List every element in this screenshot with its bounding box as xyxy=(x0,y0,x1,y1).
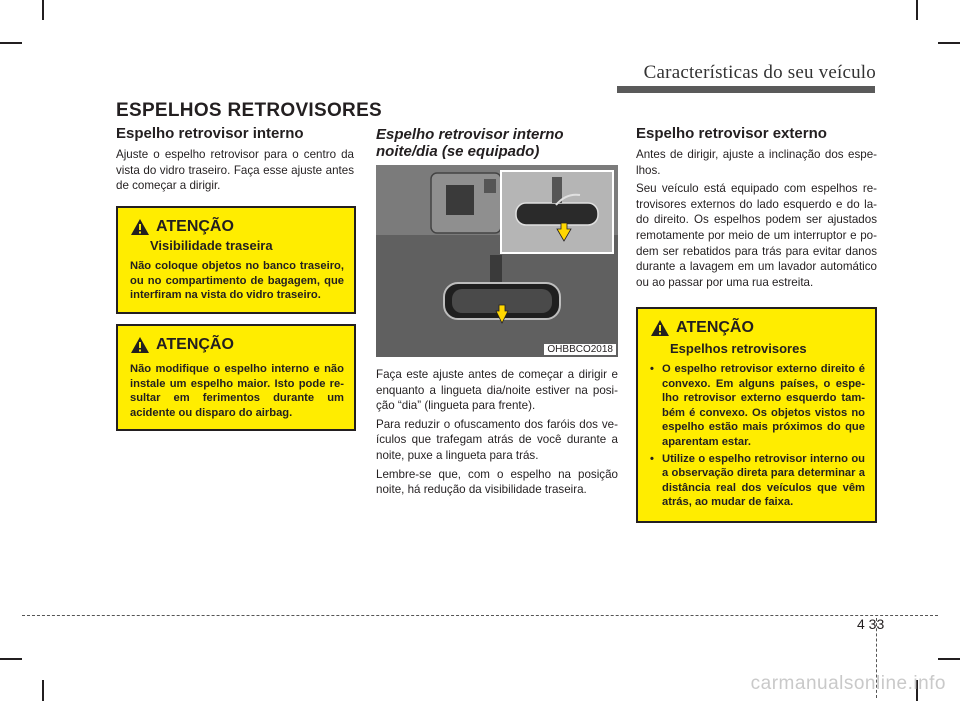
warning-box-mirror-modification xyxy=(116,324,356,431)
warning-header xyxy=(650,319,865,337)
warning-header xyxy=(130,218,344,236)
warning-list-item: • O espelho retrovisor externo direito é convexo. Em alguns países, o espe-lho retrovisor externo esquerdo tam-bém é convexo. Os objetos vistos no espelho estão mais próximos do que aparentam estar. xyxy=(650,362,865,450)
header-bar xyxy=(617,86,875,93)
col3-heading: Espelho retrovisor externo xyxy=(636,125,827,142)
image-code: OHBBCO2018 xyxy=(544,344,616,355)
paragraph: Antes de dirigir, ajuste a inclinação dos espe-lhos. xyxy=(636,148,877,177)
crop-mark xyxy=(42,680,44,701)
paragraph: Ajuste o espelho retrovisor para o centro da vista do vidro traseiro. Faça esse ajuste antes de começar a dirigir. xyxy=(116,148,354,193)
warning-label: ATENÇÃO xyxy=(156,218,234,235)
col2-heading-line1: Espelho retrovisor interno xyxy=(376,126,564,143)
warning-triangle-icon xyxy=(650,319,670,337)
mirror-photo xyxy=(376,165,618,357)
crop-mark xyxy=(938,658,960,660)
warning-header xyxy=(130,336,344,354)
warning-text: Não coloque objetos no banco traseiro, ou no compartimento de bagagem, que interfiram na vista do vidro traseiro. xyxy=(130,260,344,302)
mirror-illustration xyxy=(376,165,618,357)
paragraph: Seu veículo está equipado com espelhos re-trovisores externos do lado esquerdo e do la-do direito. Os espelhos podem ser ajustados remotamente por meio de um interruptor e po-dem ser rebatidos para trás para evitar danos durante a lavagem em um lavador automático ou ao passar por uma rua estreita. xyxy=(636,182,877,289)
warning-list-item: • Utilize o espelho retrovisor interno ou a observação direta para determinar a distância real dos veículos que vêm atrás, ao mudar de faixa. xyxy=(650,452,865,510)
col2-heading xyxy=(376,126,564,160)
warning-text: Não modifique o espelho interno e não instale um espelho maior. Isto pode re-sultar em ferimentos durante um acidente ou disparo do airbag. xyxy=(130,363,344,419)
warning-label: ATENÇÃO xyxy=(156,336,234,353)
warning-triangle-icon xyxy=(130,218,150,236)
col2-heading-line2: noite/dia (se equipado) xyxy=(376,143,540,160)
crop-mark xyxy=(42,0,44,20)
paragraph: Lembre-se que, com o espelho na posição noite, há redução da visibilidade traseira. xyxy=(376,467,618,497)
crop-mark xyxy=(0,658,22,660)
watermark: carmanualsonline.info xyxy=(750,673,946,694)
warning-list xyxy=(650,362,865,510)
warning-subtitle: Espelhos retrovisores xyxy=(670,341,807,356)
page-number: 4 33 xyxy=(857,616,885,632)
section-title: ESPELHOS RETROVISORES xyxy=(116,100,383,121)
col1-heading: Espelho retrovisor interno xyxy=(116,125,304,142)
warning-box-exterior-mirrors xyxy=(636,307,877,523)
col1-paragraph xyxy=(116,147,354,197)
crop-mark xyxy=(0,42,22,44)
chapter-title: Características do seu veículo xyxy=(643,62,876,83)
warning-triangle-icon xyxy=(130,336,150,354)
crop-mark xyxy=(916,0,918,20)
paragraph: Para reduzir o ofuscamento dos faróis dos ve-ículos que trafegam atrás de você durante a noite, puxe a lingueta para trás. xyxy=(376,417,618,462)
warning-label: ATENÇÃO xyxy=(676,319,754,336)
col2-paragraphs xyxy=(376,367,618,501)
paragraph: Faça este ajuste antes de começar a dirigir e enquanto a lingueta dia/noite estiver na posi-ção “dia” (lingueta para frente). xyxy=(376,368,618,413)
warning-subtitle: Visibilidade traseira xyxy=(150,238,273,253)
footer-dashed-line xyxy=(22,615,938,616)
crop-mark xyxy=(938,42,960,44)
warning-box-rear-visibility xyxy=(116,206,356,314)
col3-paragraphs xyxy=(636,147,877,293)
